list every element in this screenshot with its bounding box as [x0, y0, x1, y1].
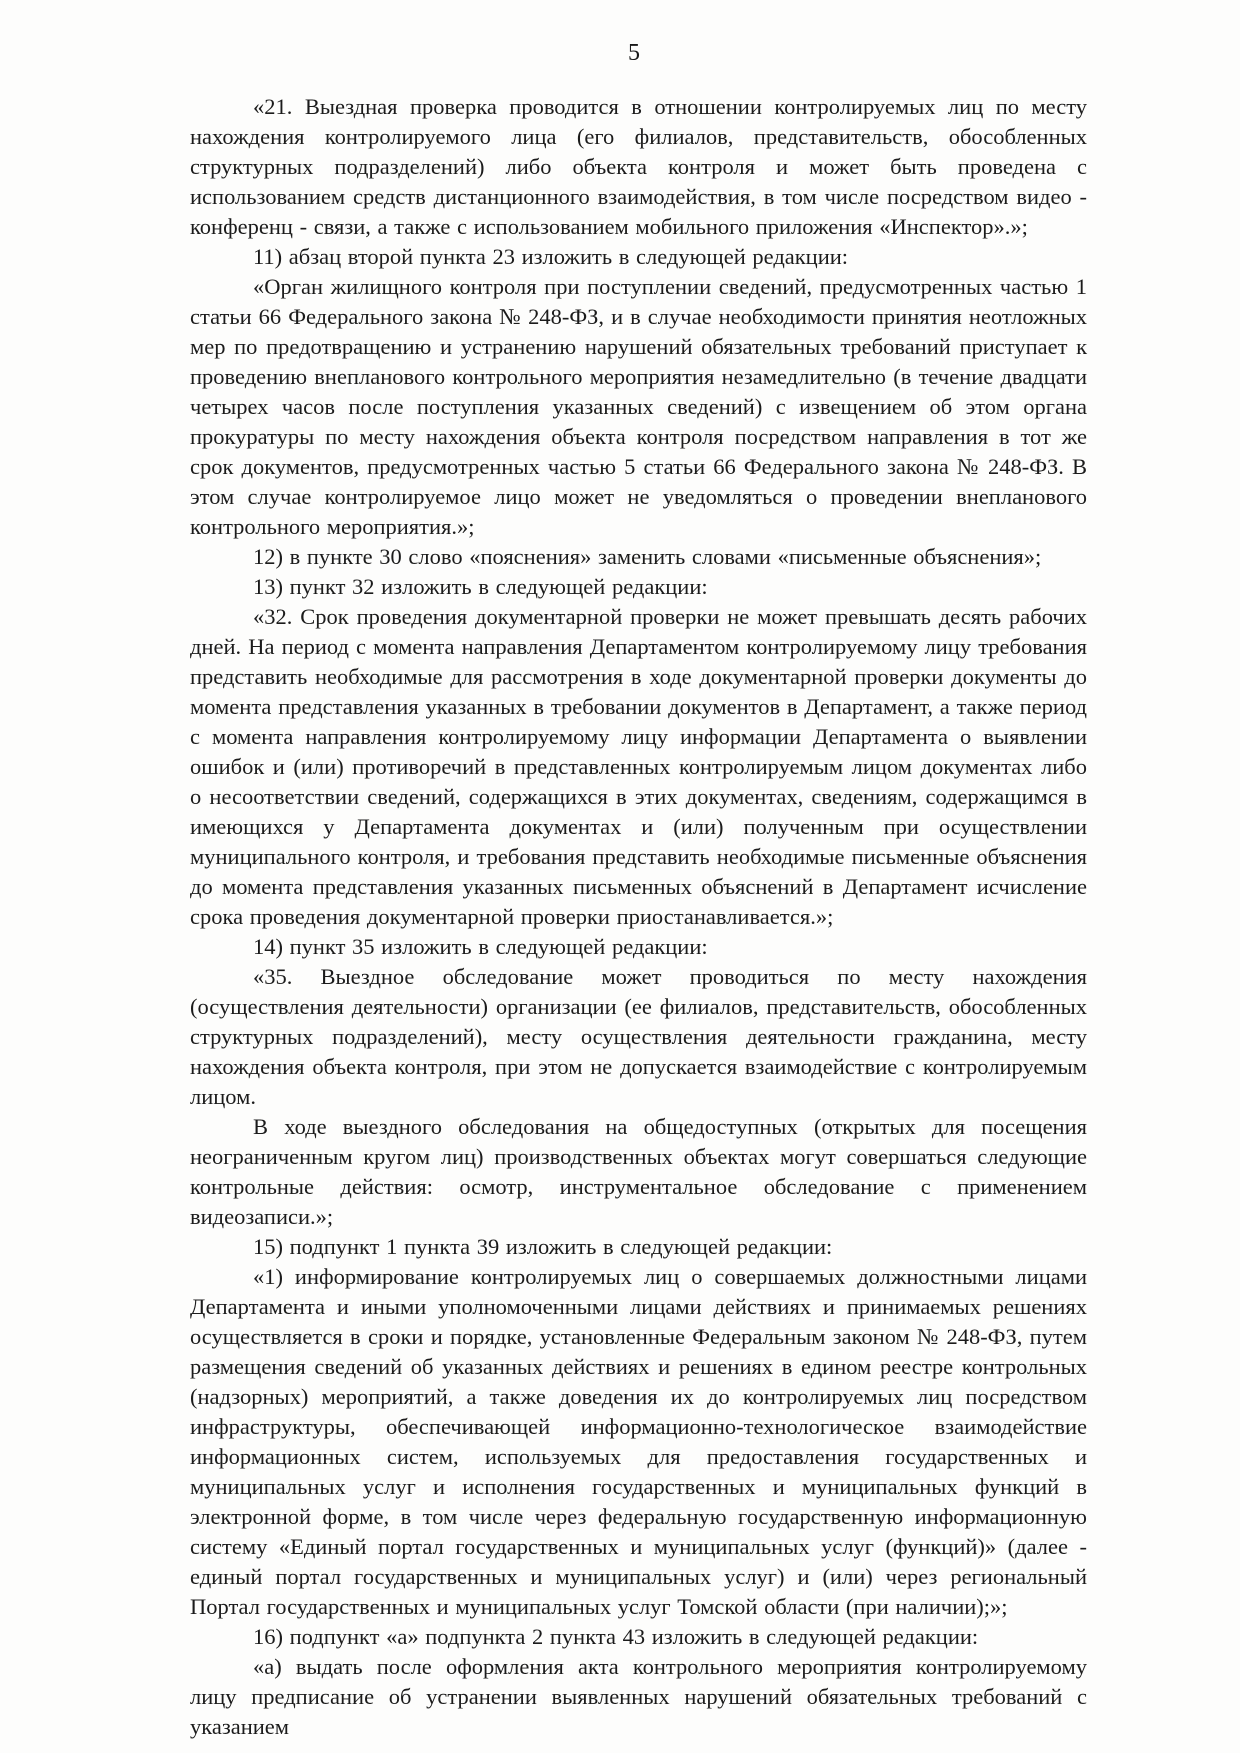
paragraph: «а) выдать после оформления акта контрольного мероприятия контролируемому лицу предписание об устранении выявленных нарушений обязательных требований с указанием [190, 1654, 1087, 1739]
document-body [190, 92, 1087, 1742]
paragraph: «21. Выездная проверка проводится в отношении контролируемых лиц по месту нахождения контролируемого лица (его филиалов, представительств, обособленных структурных подразделений) либо объекта контроля и может быть проведена с использованием средств дистанционного взаимодействия, в том числе посредством видео - конференц - связи, а также с использованием мобильного приложения «Инспектор».»; [190, 94, 1087, 239]
paragraph: 14) пункт 35 изложить в следующей редакции: [253, 934, 708, 959]
paragraph: «35. Выездное обследование может проводиться по месту нахождения (осуществления деятельности) организации (ее филиалов, представительств, обособленных структурных подразделений), месту осуществления деятельности гражданина, месту нахождения объекта контроля, при этом не допускается взаимодействие с контролируемым лицом. [190, 964, 1087, 1109]
paragraph: «1) информирование контролируемых лиц о совершаемых должностными лицами Департамента и иными уполномоченными лицами действиях и принимаемых решениях осуществляется в сроки и порядке, установленные Федеральным законом № 248-ФЗ, путем размещения сведений об указанных действиях и решениях в едином реестре контрольных (надзорных) мероприятий, а также доведения их до контролируемых лиц посредством инфраструктуры, обеспечивающей информационно-технологическое взаимодействие информационных систем, используемых для предоставления государственных и муниципальных услуг и исполнения государственных и муниципальных функций в электронной форме, в том числе через федеральную государственную информационную систему «Единый портал государственных и муниципальных услуг (функций)» (далее - единый портал государственных и муниципальных услуг) и (или) через региональный Портал государственных и муниципальных услуг Томской области (при наличии);»; [190, 1264, 1087, 1619]
paragraph: «32. Срок проведения документарной проверки не может превышать десять рабочих дней. На период с момента направления Департаментом контролируемому лицу требования представить необходимые для рассмотрения в ходе документарной проверки документы до момента представления указанных в требовании документов в Департамент, а также период с момента направления контролируемому лицу информации Департамента о выявлении ошибок и (или) противоречий в представленных контролируемым лицом документах либо о несоответствии сведений, содержащихся в этих документах, сведениям, содержащимся в имеющихся у Департамента документах и (или) полученным при осуществлении муниципального контроля, и требования представить необходимые письменные объяснения до момента представления указанных письменных объяснений в Департамент исчисление срока проведения документарной проверки приостанавливается.»; [190, 604, 1087, 929]
paragraph: 12) в пункте 30 слово «пояснения» заменить словами «письменные объяснения»; [253, 544, 1042, 569]
paragraph: В ходе выездного обследования на общедоступных (открытых для посещения неограниченным кругом лиц) производственных объектах могут совершаться следующие контрольные действия: осмотр, инструментальное обследование с применением видеозаписи.»; [190, 1114, 1087, 1229]
paragraph: 16) подпункт «а» подпункта 2 пункта 43 изложить в следующей редакции: [253, 1624, 979, 1649]
paragraph: «Орган жилищного контроля при поступлении сведений, предусмотренных частью 1 статьи 66 Федерального закона № 248-ФЗ, и в случае необходимости принятия неотложных мер по предотвращению и устранению нарушений обязательных требований приступает к проведению внепланового контрольного мероприятия незамедлительно (в течение двадцати четырех часов после поступления указанных сведений) с извещением об этом органа прокуратуры по месту нахождения объекта контроля посредством направления в тот же срок документов, предусмотренных частью 5 статьи 66 Федерального закона № 248-ФЗ. В этом случае контролируемое лицо может не уведомляться о проведении внепланового контрольного мероприятия.»; [190, 274, 1087, 539]
paragraph: 15) подпункт 1 пункта 39 изложить в следующей редакции: [253, 1234, 833, 1259]
page-number: 5 [628, 40, 640, 66]
paragraph: 13) пункт 32 изложить в следующей редакции: [253, 574, 708, 599]
paragraph: 11) абзац второй пункта 23 изложить в следующей редакции: [253, 244, 849, 269]
